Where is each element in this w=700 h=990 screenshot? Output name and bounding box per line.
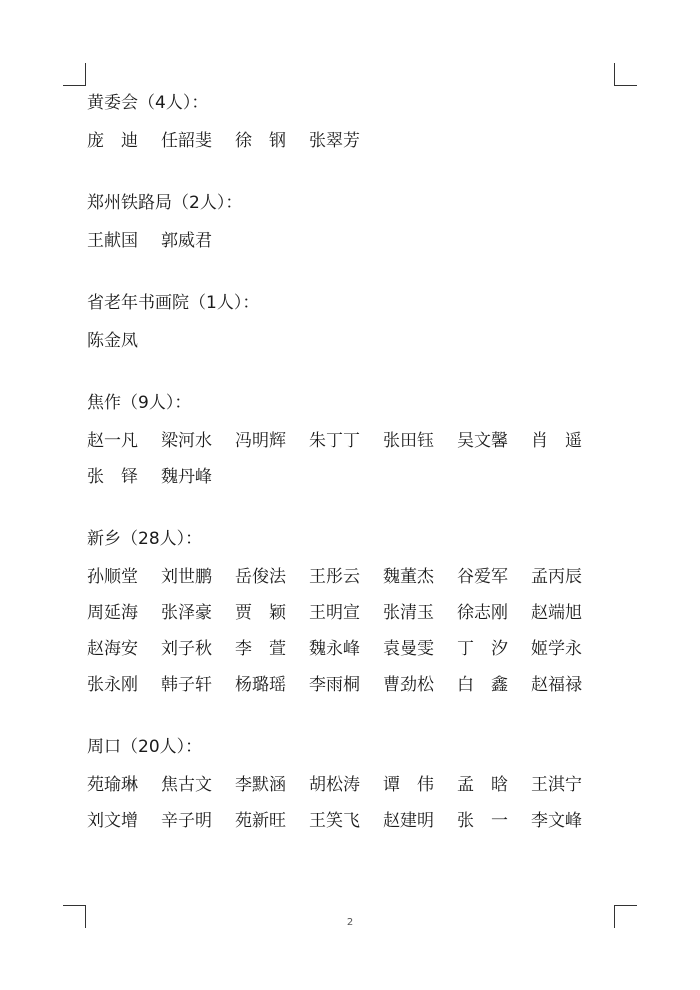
names-grid — [87, 423, 605, 495]
person-name: 任韶斐 — [161, 131, 212, 151]
names-grid — [87, 223, 605, 259]
names-grid — [87, 767, 605, 839]
person-name: 白 鑫 — [457, 675, 508, 695]
person-name: 姬学永 — [531, 639, 582, 659]
person-name: 吴文馨 — [457, 431, 508, 451]
person-name: 苑新旺 — [235, 811, 286, 831]
page-number: 2 — [346, 917, 354, 928]
section-title: 黄委会（4人）： — [87, 93, 209, 113]
person-name: 孟丙辰 — [531, 567, 582, 587]
person-name: 王明宣 — [309, 603, 360, 623]
person-name: 贾 颖 — [235, 603, 286, 623]
person-name: 孙顺堂 — [87, 567, 138, 587]
person-name: 徐 钢 — [235, 131, 286, 151]
person-name: 魏董杰 — [383, 567, 434, 587]
person-name: 胡松涛 — [309, 775, 360, 795]
person-name: 王献国 — [87, 231, 138, 251]
person-name: 张永刚 — [87, 675, 138, 695]
person-name: 袁曼雯 — [383, 639, 434, 659]
person-name: 李雨桐 — [309, 675, 360, 695]
person-name: 赵端旭 — [531, 603, 582, 623]
person-name: 李默涵 — [235, 775, 286, 795]
person-name: 谷爱军 — [457, 567, 508, 587]
person-name: 魏永峰 — [309, 639, 360, 659]
document-content — [87, 88, 607, 868]
names-grid — [87, 323, 605, 359]
crop-mark-top-right — [614, 63, 637, 86]
person-name: 张田钰 — [383, 431, 434, 451]
person-name: 刘世鹏 — [161, 567, 212, 587]
section-title: 郑州铁路局（2人）： — [87, 193, 243, 213]
person-name: 赵福禄 — [531, 675, 582, 695]
person-name: 张 铎 — [87, 467, 138, 487]
name-list-section — [87, 524, 607, 703]
name-list-section — [87, 732, 607, 839]
person-name: 张翠芳 — [309, 131, 360, 151]
person-name: 焦古文 — [161, 775, 212, 795]
name-list-section — [87, 188, 607, 259]
person-name: 徐志刚 — [457, 603, 508, 623]
person-name: 辛子明 — [161, 811, 212, 831]
person-name: 陈金凤 — [87, 331, 138, 351]
person-name: 丁 汐 — [457, 639, 508, 659]
person-name: 朱丁丁 — [309, 431, 360, 451]
person-name: 孟 晗 — [457, 775, 508, 795]
section-title: 周口（20人）： — [87, 737, 203, 757]
person-name: 刘文增 — [87, 811, 138, 831]
names-grid — [87, 123, 605, 159]
person-name: 王笑飞 — [309, 811, 360, 831]
person-name: 郭威君 — [161, 231, 212, 251]
person-name: 梁河水 — [161, 431, 212, 451]
section-title: 焦作（9人）： — [87, 393, 192, 413]
person-name: 刘子秋 — [161, 639, 212, 659]
person-name: 李 萱 — [235, 639, 286, 659]
person-name: 张清玉 — [383, 603, 434, 623]
person-name: 赵海安 — [87, 639, 138, 659]
person-name: 李文峰 — [531, 811, 582, 831]
person-name: 谭 伟 — [383, 775, 434, 795]
person-name: 庞 迪 — [87, 131, 138, 151]
person-name: 张 一 — [457, 811, 508, 831]
name-list-section — [87, 388, 607, 495]
person-name: 赵一凡 — [87, 431, 138, 451]
person-name: 冯明辉 — [235, 431, 286, 451]
names-grid — [87, 559, 605, 703]
person-name: 张泽豪 — [161, 603, 212, 623]
person-name: 王淇宁 — [531, 775, 582, 795]
person-name: 苑瑜琳 — [87, 775, 138, 795]
person-name: 赵建明 — [383, 811, 434, 831]
person-name: 周延海 — [87, 603, 138, 623]
section-title: 省老年书画院（1人）： — [87, 293, 260, 313]
person-name: 王彤云 — [309, 567, 360, 587]
person-name: 肖 遥 — [531, 431, 582, 451]
person-name: 杨璐瑶 — [235, 675, 286, 695]
section-title: 新乡（28人）： — [87, 529, 203, 549]
person-name: 韩子轩 — [161, 675, 212, 695]
person-name: 曹劲松 — [383, 675, 434, 695]
person-name: 岳俊法 — [235, 567, 286, 587]
name-list-section — [87, 288, 607, 359]
name-list-section — [87, 88, 607, 159]
person-name: 魏丹峰 — [161, 467, 212, 487]
crop-mark-top-left — [63, 63, 86, 86]
